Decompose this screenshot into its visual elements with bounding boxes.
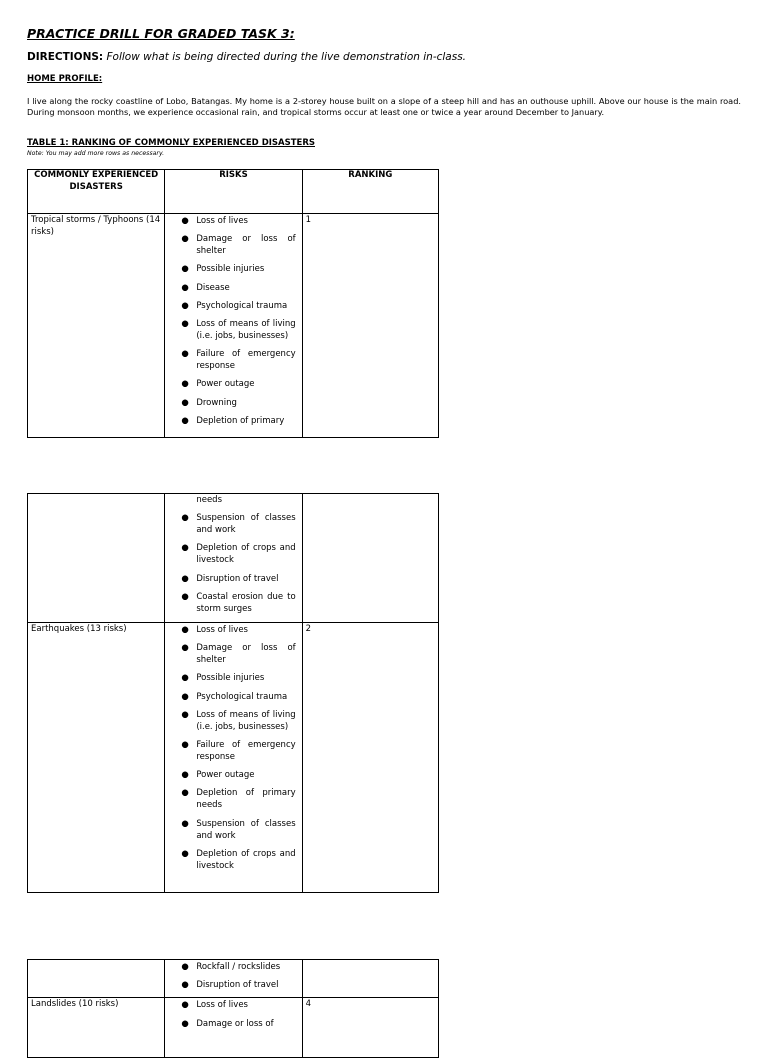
- table-note: Note: You may add more rows as necessary.: [27, 150, 165, 157]
- risk-item: ● Depletion of primary: [168, 415, 295, 427]
- table-row: [28, 214, 439, 438]
- risk-item: ● Disruption of travel: [168, 979, 295, 991]
- risk-item: ● Power outage: [168, 769, 295, 781]
- risk-item: ● Failure of emergency response: [168, 348, 295, 372]
- ranking-cell: 2: [302, 623, 438, 893]
- risks-cell: [165, 960, 302, 998]
- disasters-table-part-1: [27, 169, 439, 438]
- ranking-cell-empty: [302, 494, 438, 623]
- disasters-table-part-3: [27, 959, 439, 1058]
- risk-item: ● Psychological trauma: [168, 691, 295, 703]
- risks-list: [168, 624, 298, 872]
- header-ranking: RANKING: [302, 170, 438, 214]
- directions-text: Follow what is being directed during the live demonstration in-class.: [106, 51, 467, 63]
- risk-item: needs: [196, 495, 222, 505]
- disaster-name: Landslides (10 risks): [28, 998, 165, 1058]
- risk-item: ● Disruption of travel: [168, 573, 295, 585]
- ranking-cell: 4: [302, 998, 438, 1058]
- risks-cell: [165, 494, 302, 623]
- document-title: PRACTICE DRILL FOR GRADED TASK 3:: [27, 26, 295, 41]
- risk-item: ● Loss of lives: [168, 215, 295, 227]
- disaster-name: Earthquakes (13 risks): [28, 623, 165, 893]
- disaster-name-empty: [28, 960, 165, 998]
- header-disasters: COMMONLY EXPERIENCED DISASTERS: [28, 170, 165, 214]
- risk-item: ● Disease: [168, 282, 295, 294]
- table-row: [28, 998, 439, 1058]
- risks-list: [168, 215, 298, 427]
- risk-item: ● Loss of means of living (i.e. jobs, businesses): [168, 709, 295, 733]
- risk-item: ● Loss of lives: [168, 999, 295, 1011]
- risks-cell: [165, 214, 302, 438]
- risk-item: ● Suspension of classes and work: [168, 818, 295, 842]
- risk-item: ● Coastal erosion due to storm surges: [168, 591, 295, 615]
- table-row: [28, 494, 439, 623]
- risks-list: [168, 999, 298, 1029]
- risks-list: [168, 494, 298, 615]
- risk-item: ● Power outage: [168, 378, 295, 390]
- risks-cell: [165, 998, 302, 1058]
- risk-item: ● Damage or loss of: [168, 1018, 295, 1030]
- risk-item: ● Damage or loss of shelter: [168, 642, 295, 666]
- directions-label: DIRECTIONS:: [27, 51, 104, 63]
- risk-item: ● Drowning: [168, 397, 295, 409]
- risk-item: ● Loss of lives: [168, 624, 295, 636]
- table-title: TABLE 1: RANKING OF COMMONLY EXPERIENCED DISASTERS: [27, 138, 315, 148]
- risk-item: ● Possible injuries: [168, 263, 295, 275]
- table-row: [28, 960, 439, 998]
- risk-item: ● Failure of emergency response: [168, 739, 295, 763]
- header-risks: RISKS: [165, 170, 302, 214]
- risks-list: [168, 961, 298, 991]
- risk-item: ● Loss of means of living (i.e. jobs, businesses): [168, 318, 295, 342]
- ranking-cell-empty: [302, 960, 438, 998]
- disaster-name: Tropical storms / Typhoons (14 risks): [28, 214, 165, 438]
- ranking-cell: 1: [302, 214, 438, 438]
- risks-cell: [165, 623, 302, 893]
- disaster-name-empty: [28, 494, 165, 623]
- directions: [27, 51, 466, 63]
- table-row: [28, 623, 439, 893]
- risk-item: ● Possible injuries: [168, 672, 295, 684]
- risk-item: ● Depletion of crops and livestock: [168, 542, 295, 566]
- home-profile-text: I live along the rocky coastline of Lobo, Batangas. My home is a 2-storey house built on a slope of a steep hill and has an outhouse uphill. Above our house is the main road. During monsoon months, we experience occasional rain, and tropical storms occur at least one or twice a year around December to January.: [27, 96, 741, 117]
- risk-item: ● Depletion of primary needs: [168, 787, 295, 811]
- risk-item: ● Damage or loss of shelter: [168, 233, 295, 257]
- risk-item: ● Suspension of classes and work: [168, 512, 295, 536]
- risk-item: ● Rockfall / rockslides: [168, 961, 295, 973]
- risk-item: ● Psychological trauma: [168, 300, 295, 312]
- home-profile-heading: HOME PROFILE:: [27, 74, 103, 84]
- table-header-row: [28, 170, 439, 214]
- risk-item: ● Depletion of crops and livestock: [168, 848, 295, 872]
- disasters-table-part-2: [27, 493, 439, 893]
